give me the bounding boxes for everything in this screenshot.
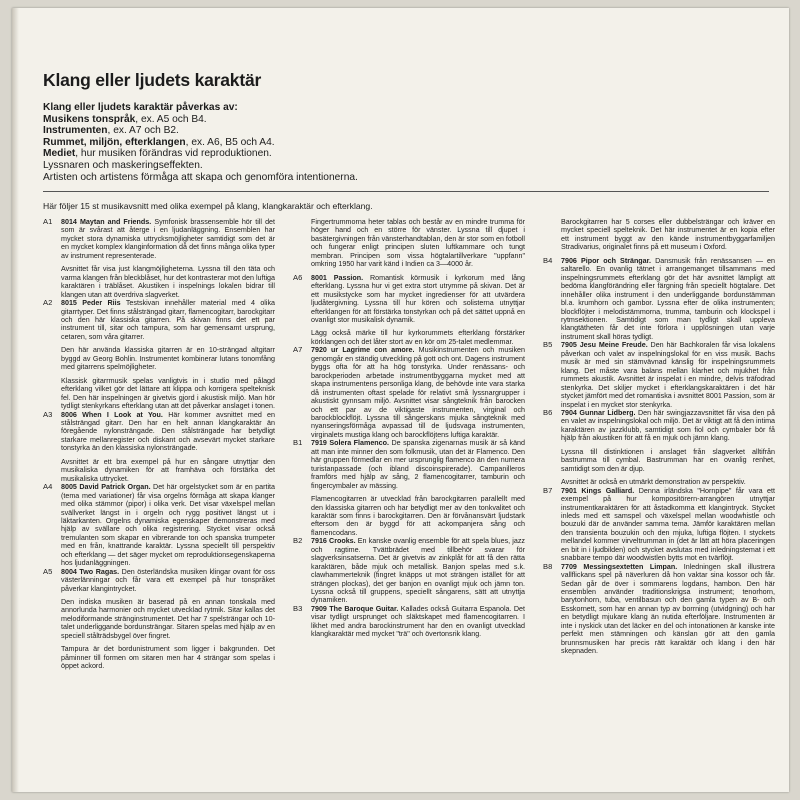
track-code: B4 xyxy=(543,255,553,265)
divider xyxy=(43,191,769,192)
track-title: 7909 The Baroque Guitar. xyxy=(311,604,399,613)
track-code: B3 xyxy=(293,603,303,613)
track-code: B7 xyxy=(543,485,553,495)
page-title: Klang eller ljudets karaktär xyxy=(43,70,262,90)
track-entry-b7: B7 7901 Kings Galliard. Denna irländska "Hornpipe" får vara ett exempel på hur kompositörern-arrangören utnyttjar instrumentkaraktären för att åstadkomma ett klangintryck. Stycket inleds med ett samspel och växelspel mellan woodwhistle och bouzuki där de använder samma tema. Jämför karaktären mellan den transienta bouzukin och den mjuka, luftiga flöjten. I styckets mellandel kommer virveltrumman in (det är lätt att höra placeringen en bit in i ljudbilden) och stycket avslutas med inledningstemat i ett snabbare tempo där woodwistlen bytts mot en tvärflöjt. xyxy=(543,485,775,563)
track-entry-a6: A6 8001 Passion. Romantisk körmusik i kyrkorum med lång efterklang. Lyssna hur vi get extra stort utrymme på skivan. Det är ett musikstycke som har mycket ingredienser för att utvärdera ljudåtergivning. Lyssna till hur kören och solisterna utnyttjar efterklangen för att förstärka tonstyrkan och på det sättet uppnå en ovanligt stor musikalisk dynamik. Lägg också märke till hur kyrkorummets efterklang förstärker körklangen och det låter stort av en kör om 25-talet medlemmar. xyxy=(293,272,525,346)
track-entry-a5: A5 8004 Two Ragas. Den österländska musiken klingar ovant för oss västerlänningar och får vara ett exempel på hur tonspråket påverkar klangintrycket. Den indiska musiken är baserad på en annan tonskala med annorlunda harmonier och mycket utvecklad rytmik. Sitar kallas det melodiformande stränginstrumentet. Det har 7 spelsträngar och 10-talet underliggande bordunsträngar. Sitaren spelas med hjälp av en speciell stålträdsbygel över fingret. Tampura är det bordunistrument som ligger i bakgrunden. Det påminner till formen om sitaren men har 4 strängar som spelas i öppet ackord. xyxy=(43,566,276,671)
track-title: 7905 Jesu Meine Freude. xyxy=(561,341,648,350)
track-code: A6 xyxy=(293,272,303,282)
track-title: 7904 Gunnar Lidberg. xyxy=(561,408,636,417)
intro-line: Musikens tonspråk, ex. A5 och B4. xyxy=(43,113,207,125)
track-entry-a2: A2 8015 Peder Riis Testskivan innehåller material med 4 olika gitarrtyper. Det finns stålsträngad gitarr, flamencogitarr, barockgitarr och den här klassiska gitarren. På skivan finns det ett par instrument till, sitar och tampura, som har gemensamt ursprung, cetaren, som våra gitarrer. Den här använda klassiska gitarren är en 10-strängad altgitarr byggd av Georg Bohlin. Instrumentet kombinerar lutans tonomfång med gitarrens spelmöjligheter. Klassisk gitarrmusik spelas vanligtvis in i studio med pålagd efterklang vilket gör det lättare att klippa och korrigera spelteknisk fel. Den här inspelningen är givetvis gjord i akustisk miljö. Man hör tydligt stenkyrkans efterklang utan att det påverkar anslaget i tonen. xyxy=(43,298,276,411)
track-code: A3 xyxy=(43,409,53,419)
track-entry-b2: B2 7916 Crooks. En kanske ovanlig ensemble för att spela blues, jazz och ragtime. Tvättbrädet med tillbehör svarar för slagverksinsatserna. Det är givetvis av zinkplåt för att få den rätta karaktären, både mjuk och metallisk. Banjon spelas med s.k. clawhammerteknik (fingret knäpps ut mot strängen istället för att strängen plockas), det ger banjon en ovanligt mjuk och jämn ton. Lyssna också till gruppens, speciellt sångarens, sätt att utnyttja dynamiken. xyxy=(293,536,525,605)
track-code: B8 xyxy=(543,561,553,571)
track-title: 7709 Messingsextetten Limpan. xyxy=(561,562,678,571)
track-title: 7919 Solera Flamenco. xyxy=(311,439,389,448)
track-entry-b6: B6 7904 Gunnar Lidberg. Den här swingjazzavsnittet får visa den på en valet av inspelningslokal och miljö. Det är viktigt att få den intima karaktären av jazzklubb, samtidigt som fiol och cymbaler bör få hjälp från akustiken för att få en mjuk och jämn klang. Lyssna till distinktionen i anslaget från slagverket alltifrån bastrumma till cymbal. Bastrumman har en ovanlig renhet, samtidigt som den är djup. Avsnittet är också en utmärkt demonstration av perspektiv. xyxy=(543,407,775,487)
track-title: 7916 Crooks. xyxy=(311,537,356,546)
track-title: 7906 Pipor och Strängar. xyxy=(561,256,652,265)
track-title: 8005 David Patrick Organ. xyxy=(61,483,151,492)
intro-heading: Klang eller ljudets karaktär påverkas av: xyxy=(43,102,238,113)
track-code: B6 xyxy=(543,407,553,417)
track-title: 8014 Maytan and Friends. xyxy=(61,218,152,226)
intro-line: Artisten och artistens förmåga att skapa och genomföra intentionerna. xyxy=(43,171,358,183)
track-entry-a5-continued: Fingertrummorna heter tablas och består av en mindre trumma för höger hand och en större för vänster. Lyssna till djupet i basätergivningen från vänsterhandtablan, den är stor som en fotboll och fungerar enligt principen sluten luftkammare och tungt membran. Principen som vissa högtalartillverkare "uppfann" omkring 1950 har varit känd i Indien ca 3—4000 år. xyxy=(311,218,525,269)
track-title: 8004 Two Ragas. xyxy=(61,567,120,576)
track-code: B1 xyxy=(293,438,303,448)
track-entry-b5: B5 7905 Jesu Meine Freude. Den här Bachkoralen får visa lokalens påverkan och valet av inspelningslokal för en viss musik. Bachs musik är med sin stämvävnad känslig för inspelningsrummets klang. Det måste vara balans mellan klarhet och mjukhet från rummets akustik. Avsnittet är inspelat i en mindre, delvis träfodrad stenkyrka. Det skiljer mycket i efterklangskaraktären i det här stycket jämfört med det romantiska i avsnittet 8001 Passion, som är inspelat i en mycket stor stenkyrka. xyxy=(543,340,776,409)
track-entry-b4: B4 7906 Pipor och Strängar. Dansmusik från renässansen — en saltarello. En ovanlig tätnet i arrangemanget tillsammans med inspelningsrummets efterklang gör det här avsnittet lämpligt att bedöma klangförändring eller färgning från speciellt högtalare. Det innehåller olika instrument i den underliggande bordunstämman bl.a. krumhorn och gambor. Lyssna efter de olika instrumenten; blockflöjter i melodistämmorna, trumma, tamburin och klockspel i rytmsektionen. Samtidigt som man tydligt skall uppleva klangtätheten får det inte förlora i upplösningen utan varje instrument skall höras tydligt. xyxy=(543,255,775,341)
track-entry-a4: A4 8005 David Patrick Organ. Det här orgelstycket som är en partita (tema med variationer) får visa orgelns förmåga att skapa klanger med olika stämmor (pipor) i olika verk. Det visar växelspel mellan svällverket längst in i orgeln och rygg positivet längst ut i läktarkanten. Orgelns dynamiska egenskaper demonstreras med hjälp av svällare och olika registrering. Stycket visar också tremulanten som skapar en vibrerande ton och spanska trumpeter med en från, knattrande karaktär. Lyssna speciellt till perspektiv och efterklang — det säger mycket om reproduktionsegenskaperna hos ljudanläggningen. xyxy=(43,482,275,568)
track-entry-b3: B3 7909 The Baroque Guitar. Kallades också Guitarra Espanola. Det visar tydligt ursprunget och släktskapet med flamencogitarren. I likhet med andra barockinstrument har den en ovanligt utvecklad klangkaraktär med mycket "trä" och övertonsrik klang. xyxy=(293,603,525,639)
track-entry-b1: B1 7919 Solera Flamenco. De spanska zigenarnas musik är så känd att man inte minner den som folkmusik, utan det är Flamenco. Den här gruppen förmedlar en mer ursprunglig flamenco än den numera turistanpassade (och ibland discoinspirerade). Campanilleros framförs med hjälp av sång, 2 flamencogitarrer, tamburin och fingercymbaler av mässing. Flamencogitarren är utvecklad från barockgitarren parallellt med den klassiska gitarren och har betydligt mer av den tonkvalitet och karaktär som finns i barockgitarren. Den är förvånansvärt ljudstark eftersom den är byggd för att ackompanjera sång och flamencodans. xyxy=(293,438,525,537)
track-entry-a1: A1 8014 Maytan and Friends. Symfonisk brassensemble hör till det som är svårast att återge i en ljudanläggning. Ensemblen har mycket stora dynamiska uttrycksmöjligheter samtidigt som det är en mycket komplex klanginformation då det finns många olika typer av instrument representerade. Avsnittet får visa just klangmöjligheterna. Lyssna till den täta och varma klangen från bleckblåset, hur det kontrasterar mot den luftiga karaktären i träblåset. Akustiken i inspelnings lokalen bidrar till klangen utan att överdriva slagverket. xyxy=(43,217,275,299)
track-entry-a7: A7 7920 ur Lagrime con amore. Musikinstrumenten och musiken genomgår en ständig utveckling på gott och ont. Dagens instrument byggs ofta för att ha hög tonstyrka. Under renässans- och barockperioden arbetade instrumentbyggarna mycket med att skapa instrumentens personliga klang, de behövde inte vara starka då instrumenten oftast spelade för relativt små lyssnargrupper i akustiskt gynnsam miljö. Avsnittet visar sångteknik från barocken och ett par av de viktigaste instrumenten, virginal och barockblockflöjt. Lyssna till sångerskans mjuka sångteknik med nyanseringsförmåga avpassad till de ljudsvaga instrumenten, virginalets mustiga klang och barockflöjtens luftiga karaktär. xyxy=(293,345,525,439)
intro-line: Rummet, miljön, efterklangen, ex. A6, B5 och A4. xyxy=(43,136,275,148)
track-entry-a3: A3 8006 When I Look at You. Här kommer avsnittet med en stålsträngad gitarr. Den har en helt annan klangkaraktär än föregående nylonsträngade. Den stålsträngade har betydligt starkare mellanregister och diskant och avsevärt mycket starkare tonstyrka än den klassiska nylonsträngade. Avsnittet är ett bra exempel på hur en sångare utnyttjar den musikaliska dynamiken för att framhäva och förstärka det musikaliska uttrycket. xyxy=(43,409,276,483)
record-sleeve-page xyxy=(12,8,789,792)
lead-text: Här följer 15 st musikavsnitt med olika exempel på klang, klangkaraktär och efterklang. xyxy=(43,201,373,211)
intro-line: Instrumenten, ex. A7 och B2. xyxy=(43,125,179,137)
column-1 xyxy=(43,218,275,671)
column-3 xyxy=(543,218,775,656)
track-entry-b3-continued: Barockgitarren har 5 corses eller dubbelsträngar och kräver en mycket speciell spelteknik. Det här instrumentet är en kopia efter ett instrument byggt av den kände instrumentbyggarfamiljen Stradivarius, originalet finns på ett museum i Oxford. xyxy=(561,218,775,252)
track-code: A2 xyxy=(43,298,53,308)
track-title: 8006 When I Look at You. xyxy=(61,410,163,419)
intro-line: Mediet, hur musiken förändras vid reproduktionen. xyxy=(43,148,272,160)
track-code: B5 xyxy=(543,340,553,350)
track-title: 8015 Peder Riis xyxy=(61,299,121,308)
track-title: 8001 Passion. xyxy=(311,273,364,282)
track-title: 7901 Kings Galliard. xyxy=(561,486,635,495)
track-code: A7 xyxy=(293,345,303,355)
track-title: 7920 ur Lagrime con amore. xyxy=(311,346,415,355)
track-entry-b8: B8 7709 Messingsextetten Limpan. Inledningen skall illustrera vallflickans spel på näverluren då hon vaktar sina kossor och får. Sedan går de över i sommarens logdans, hambon. Den här ensemblen använder traditionskrigsa instrument; tenorhorn, barytonhorn, tuba, ventilbasun och den gamla typen av B- och Esskornett, som har en annan typ av borrning (utvidgning) och har en betydligt mjukare klang än nutida efterföljare. Instrumenten är inte i nyskick utan det läcker en del och intonationen är kanske inte perfekt men stämningen och känslan gör att den gamla brunnsmusiken har precis rätt karaktär och klang i den här skepnaden. xyxy=(543,561,776,656)
intro-block xyxy=(43,102,743,183)
sleeve-spine xyxy=(13,8,19,792)
column-2 xyxy=(293,218,525,639)
intro-line: Lyssnaren och maskeringseffekten. xyxy=(43,159,203,171)
track-code: A1 xyxy=(43,217,53,226)
track-code: A4 xyxy=(43,482,53,492)
track-code: A5 xyxy=(43,566,53,576)
track-code: B2 xyxy=(293,536,303,546)
